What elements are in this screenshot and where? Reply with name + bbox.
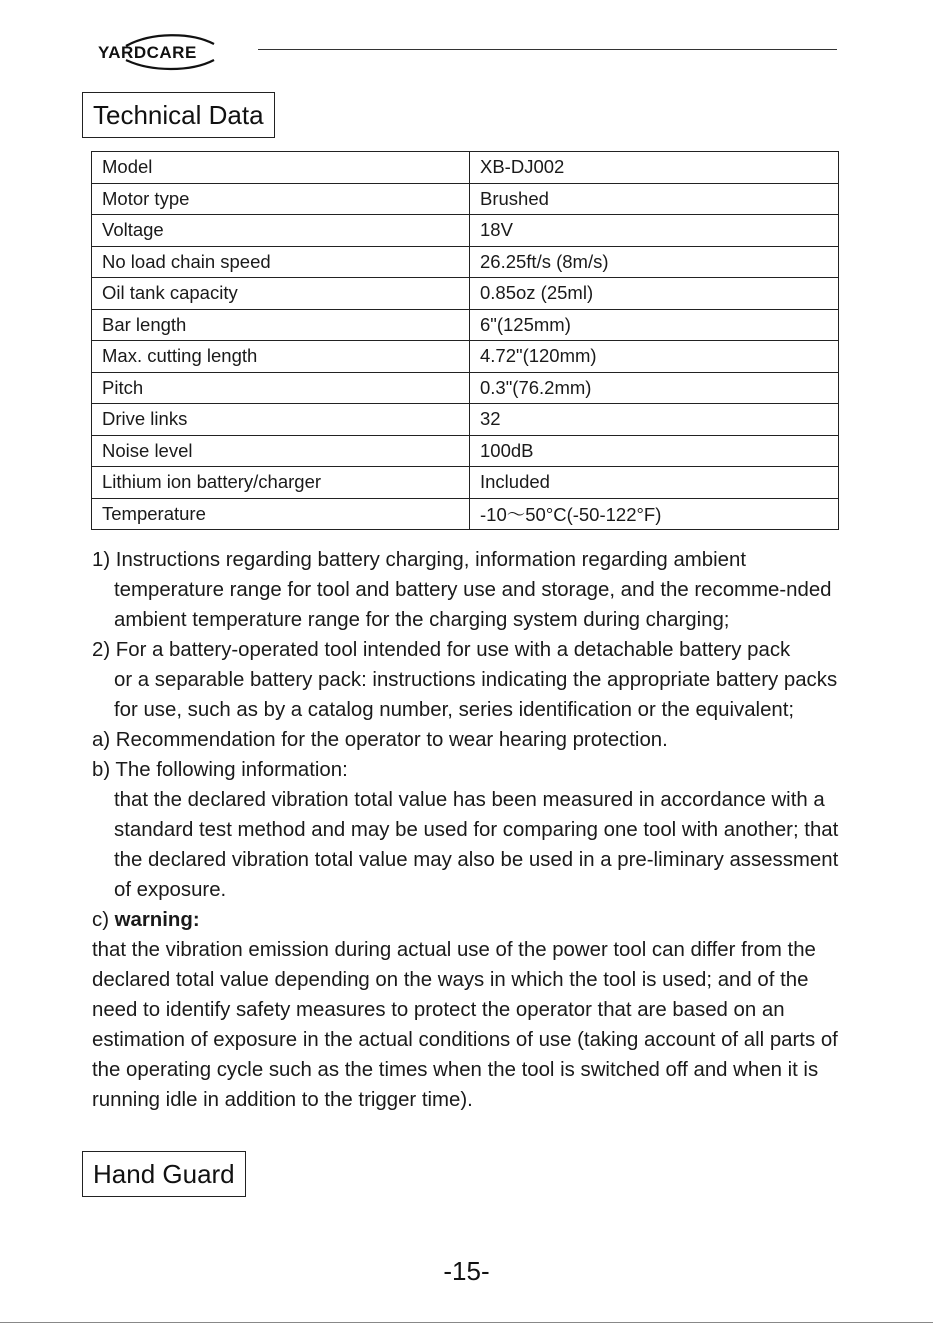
- spec-value: -10～50°C(-50-122°F): [470, 498, 839, 530]
- logo-wordmark: YARDCARE: [98, 43, 197, 62]
- spec-value: XB-DJ002: [470, 152, 839, 184]
- instruction-1-rest: temperature range for tool and battery use and storage, and the recomme-nded ambient temperature range for the charging system during charging;: [114, 579, 832, 631]
- instruction-2-first: 2) For a battery-operated tool intended for use with a detachable battery pack: [92, 639, 791, 661]
- header-rule: [258, 49, 837, 50]
- spec-row: [92, 467, 839, 499]
- technical-data-heading: Technical Data: [82, 92, 275, 138]
- spec-label: Model: [92, 152, 470, 184]
- spec-value: 26.25ft/s (8m/s): [470, 246, 839, 278]
- specs-table: [91, 151, 839, 530]
- spec-label: No load chain speed: [92, 246, 470, 278]
- spec-row: [92, 246, 839, 278]
- spec-label: Pitch: [92, 372, 470, 404]
- spec-label: Oil tank capacity: [92, 278, 470, 310]
- spec-row: [92, 215, 839, 247]
- spec-row: [92, 152, 839, 184]
- spec-row: [92, 404, 839, 436]
- instruction-b-first: b) The following information:: [92, 759, 348, 781]
- spec-row: [92, 372, 839, 404]
- spec-value: Brushed: [470, 183, 839, 215]
- spec-value: 18V: [470, 215, 839, 247]
- spec-row: [92, 183, 839, 215]
- footer-rule: [0, 1322, 933, 1323]
- page-number: -15-: [443, 1256, 490, 1286]
- instruction-a: a) Recommendation for the operator to wear hearing protection.: [92, 729, 668, 751]
- warning-text: that the vibration emission during actual use of the power tool can differ from the declared total value depending on the ways in which the tool is used; and of the need to identify safety measures to protect the operator that are based on an estimation of exposure in the actual conditions of use (taking account of all parts of the operating cycle such as the times when the tool is switched off and when it is running idle in addition to the trigger time).: [92, 939, 838, 1111]
- spec-label: Motor type: [92, 183, 470, 215]
- instructions-text: [92, 545, 852, 1115]
- spec-row: [92, 278, 839, 310]
- spec-label: Drive links: [92, 404, 470, 436]
- spec-row: [92, 435, 839, 467]
- spec-label: Temperature: [92, 498, 470, 530]
- spec-value: 4.72"(120mm): [470, 341, 839, 373]
- spec-value: 6"(125mm): [470, 309, 839, 341]
- instruction-c-prefix: c): [92, 909, 115, 931]
- spec-label: Lithium ion battery/charger: [92, 467, 470, 499]
- spec-value: 0.85oz (25ml): [470, 278, 839, 310]
- spec-value: 0.3"(76.2mm): [470, 372, 839, 404]
- instruction-2-rest: or a separable battery pack: instructions indicating the appropriate battery packs for use, such as by a catalog number, series identification or the equivalent;: [114, 669, 838, 721]
- spec-label: Max. cutting length: [92, 341, 470, 373]
- spec-row: [92, 309, 839, 341]
- instruction-1-first: 1) Instructions regarding battery charging, information regarding ambient: [92, 549, 746, 571]
- hand-guard-heading: Hand Guard: [82, 1151, 246, 1197]
- spec-label: Voltage: [92, 215, 470, 247]
- spec-label: Noise level: [92, 435, 470, 467]
- spec-value: 100dB: [470, 435, 839, 467]
- spec-value: 32: [470, 404, 839, 436]
- spec-label: Bar length: [92, 309, 470, 341]
- spec-value: Included: [470, 467, 839, 499]
- warning-label: warning:: [114, 909, 200, 931]
- spec-row: [92, 498, 839, 530]
- yardcare-logo: [96, 30, 236, 72]
- instruction-c: [92, 905, 852, 935]
- spec-row: [92, 341, 839, 373]
- instruction-b-rest: that the declared vibration total value has been measured in accordance with a standard test method and may be used for comparing one tool with another; that the declared vibration total value may also be used in a pre-liminary assessment of exposure.: [114, 789, 839, 901]
